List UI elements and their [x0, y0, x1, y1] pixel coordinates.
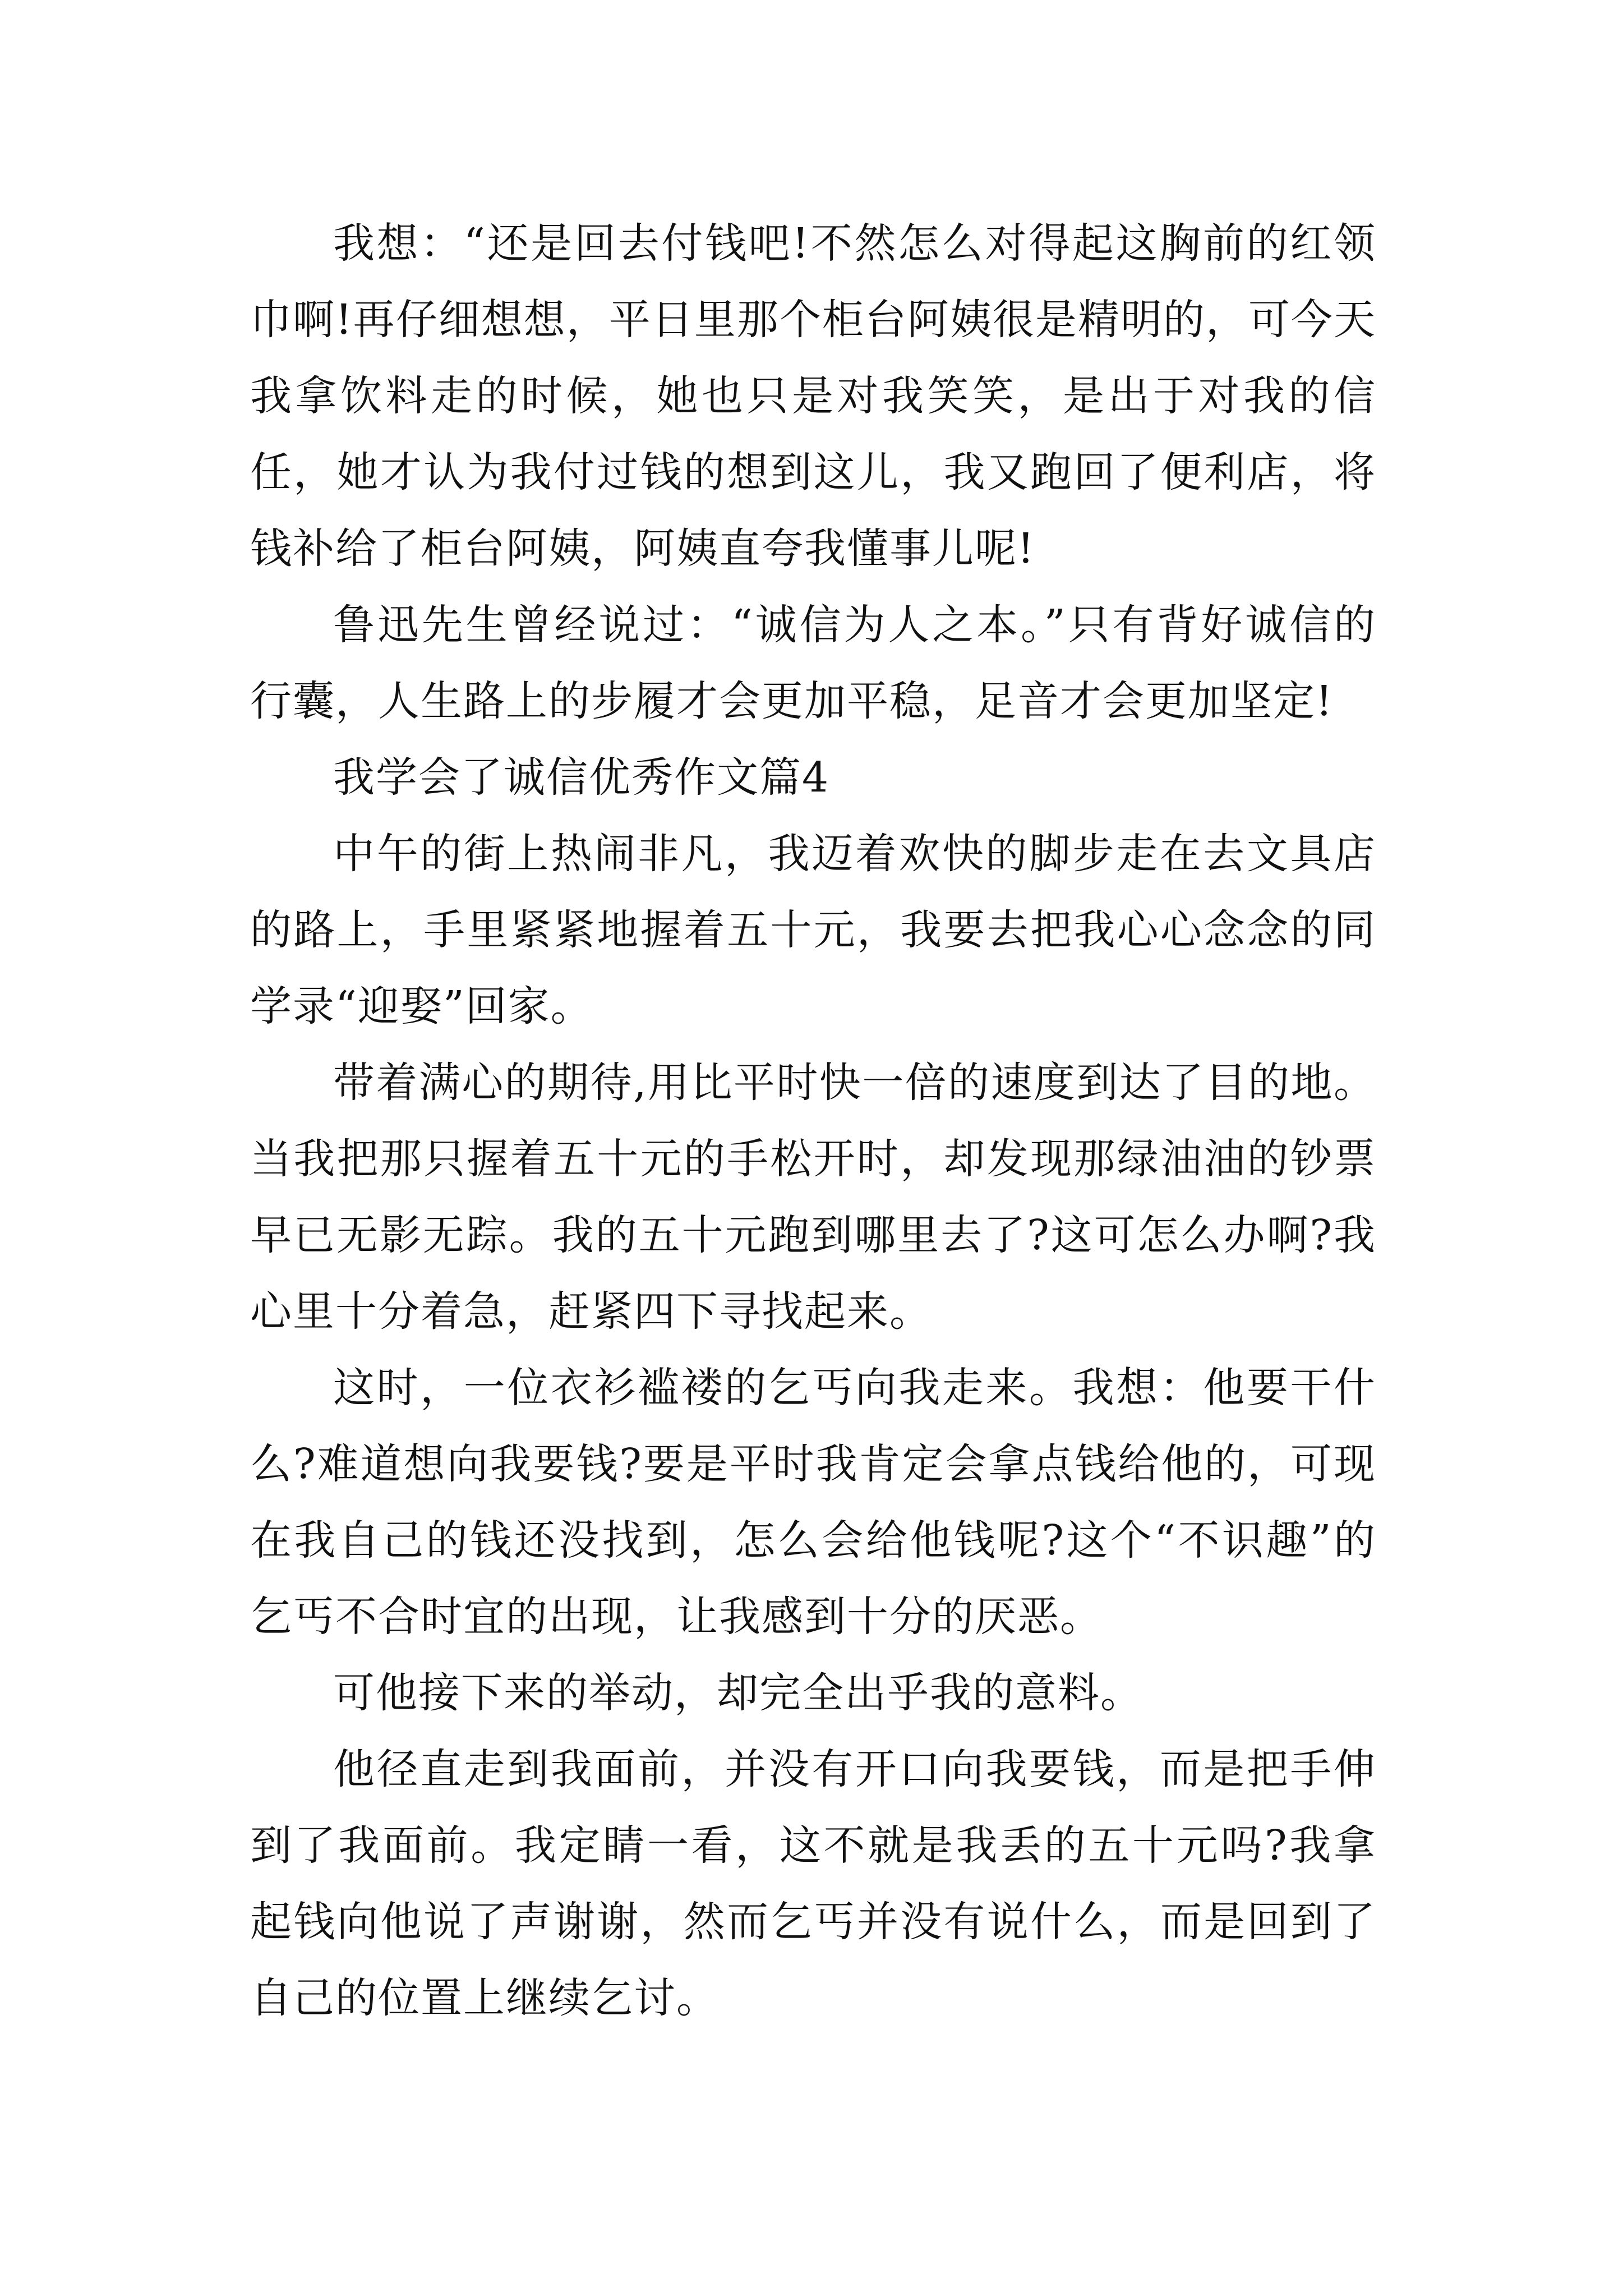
paragraph: 中午的街上热闹非凡，我迈着欢快的脚步走在去文具店的路上，手里紧紧地握着五十元，我要去把我心心念念的同学录“迎娶”回家。 — [250, 830, 1376, 1030]
essay-section-title: 我学会了诚信优秀作文篇4 — [333, 753, 830, 802]
paragraph: 他径直走到我面前，并没有开口向我要钱，而是把手伸到了我面前。我定睛一看，这不就是我丢的五十元吗?我拿起钱向他说了声谢谢，然而乞丐并没有说什么，而是回到了自己的位置上继续乞讨。 — [250, 1745, 1376, 2022]
paragraph: 可他接下来的举动，却完全出乎我的意料。 — [333, 1669, 1143, 1717]
paragraph: 鲁迅先生曾经说过：“诚信为人之本。”只有背好诚信的行囊，人生路上的步履才会更加平稳，足音才会更加坚定! — [250, 601, 1376, 725]
paragraph: 这时，一位衣衫褴褛的乞丐向我走来。我想：他要干什么?难道想向我要钱?要是平时我肯定会拿点钱给他的，可现在我自己的钱还没找到，怎么会给他钱呢?这个“不识趣”的乞丐不合时宜的出现，让我感到十分的厌恶。 — [250, 1364, 1376, 1641]
paragraph: 我想：“还是回去付钱吧!不然怎么对得起这胸前的红领巾啊!再仔细想想，平日里那个柜台阿姨很是精明的，可今天我拿饮料走的时候，她也只是对我笑笑，是出于对我的信任，她才认为我付过钱的想到这儿，我又跑回了便利店，将钱补给了柜台阿姨，阿姨直夸我懂事儿呢! — [250, 219, 1376, 573]
paragraph: 带着满心的期待,用比平时快一倍的速度到达了目的地。当我把那只握着五十元的手松开时，却发现那绿油油的钞票早已无影无踪。我的五十元跑到哪里去了?这可怎么办啊?我心里十分着急，赶紧四下寻找起来。 — [250, 1059, 1376, 1336]
essay-body — [250, 205, 1376, 2036]
